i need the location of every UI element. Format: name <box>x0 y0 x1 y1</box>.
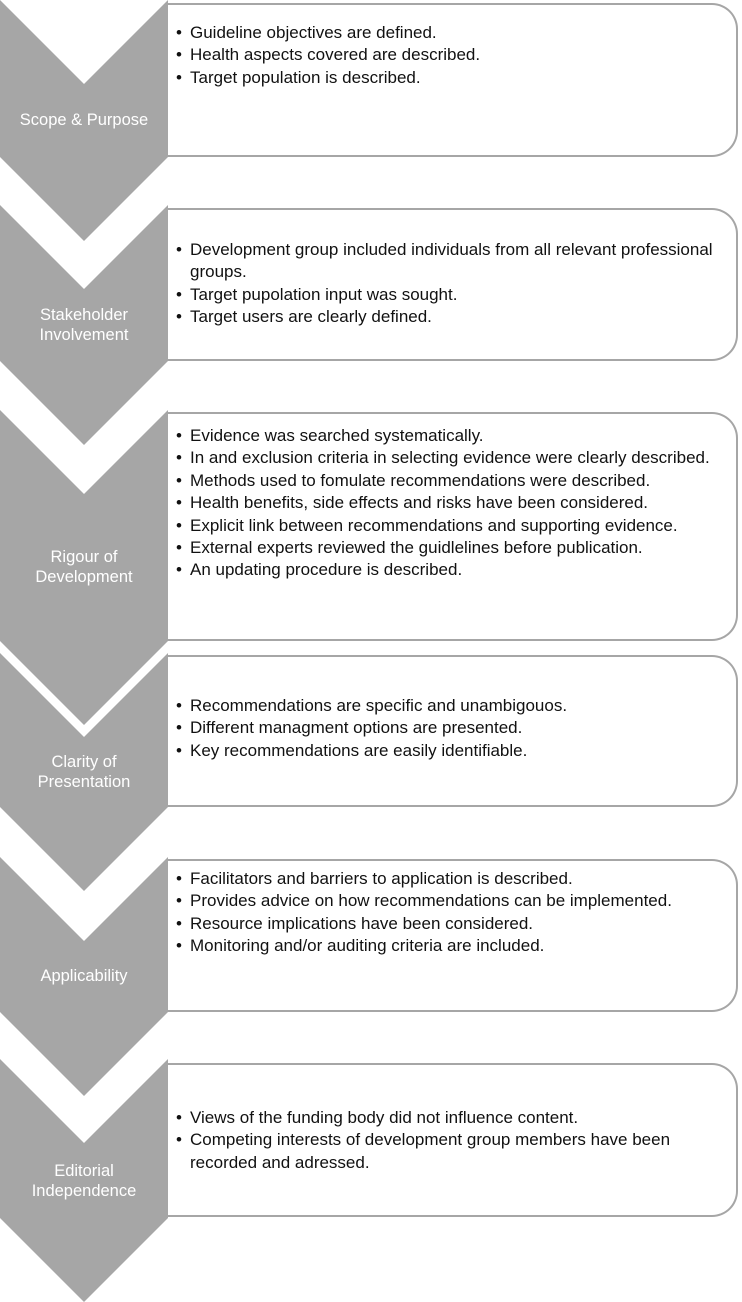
step-label <box>0 305 168 345</box>
criteria-item: • Target users are clearly defined. <box>176 306 726 328</box>
criteria-item: • External experts reviewed the guidlelines before publication. <box>176 537 726 559</box>
criteria-list <box>176 868 726 958</box>
step-label-line: Presentation <box>37 773 131 791</box>
criteria-list <box>176 425 726 582</box>
criteria-item: • Guideline objectives are defined. <box>176 22 726 44</box>
criteria-item: • Health benefits, side effects and risks have been considered. <box>176 492 726 514</box>
criteria-item: • Facilitators and barriers to application is described. <box>176 868 726 890</box>
step-label-line: Rigour of <box>50 548 118 566</box>
criteria-list <box>176 1107 726 1174</box>
criteria-item: • Provides advice on how recommendations can be implemented. <box>176 890 726 912</box>
step-label <box>0 966 168 986</box>
step-label-line: Editorial <box>54 1162 114 1180</box>
step-label <box>0 547 168 587</box>
criteria-list <box>176 695 726 762</box>
criteria-item: • Health aspects covered are described. <box>176 44 726 66</box>
step-label <box>0 752 168 792</box>
criteria-item: • An updating procedure is described. <box>176 559 726 581</box>
criteria-item: • Development group included individuals from all relevant professional groups. <box>176 239 726 284</box>
step-label-line: Stakeholder <box>39 306 129 324</box>
step-label <box>0 110 168 130</box>
criteria-item: • Resource implications have been considered. <box>176 913 726 935</box>
criteria-list <box>176 239 726 329</box>
criteria-item: • Monitoring and/or auditing criteria are included. <box>176 935 726 957</box>
criteria-item: • Explicit link between recommendations and supporting evidence. <box>176 515 726 537</box>
criteria-item: • Methods used to fomulate recommendations were described. <box>176 470 726 492</box>
criteria-item: • Key recommendations are easily identifiable. <box>176 740 726 762</box>
step-label-line: Scope & Purpose <box>19 111 149 129</box>
step-label-line: Clarity of <box>51 753 117 771</box>
criteria-item: • Evidence was searched systematically. <box>176 425 726 447</box>
criteria-item: • Recommendations are specific and unambigouos. <box>176 695 726 717</box>
step-label-line: Applicability <box>40 967 128 985</box>
criteria-item: • Competing interests of development group members have been recorded and adressed. <box>176 1129 726 1174</box>
step-label <box>0 1161 168 1201</box>
criteria-item: • Different managment options are presented. <box>176 717 726 739</box>
criteria-item: • In and exclusion criteria in selecting evidence were clearly described. <box>176 447 726 469</box>
step-label-line: Involvement <box>39 326 129 344</box>
criteria-item: • Target population is described. <box>176 67 726 89</box>
criteria-item: • Views of the funding body did not influence content. <box>176 1107 726 1129</box>
step-label-line: Development <box>35 568 133 586</box>
criteria-list <box>176 22 726 89</box>
criteria-item: • Target pupolation input was sought. <box>176 284 726 306</box>
step-label-line: Independence <box>31 1182 137 1200</box>
